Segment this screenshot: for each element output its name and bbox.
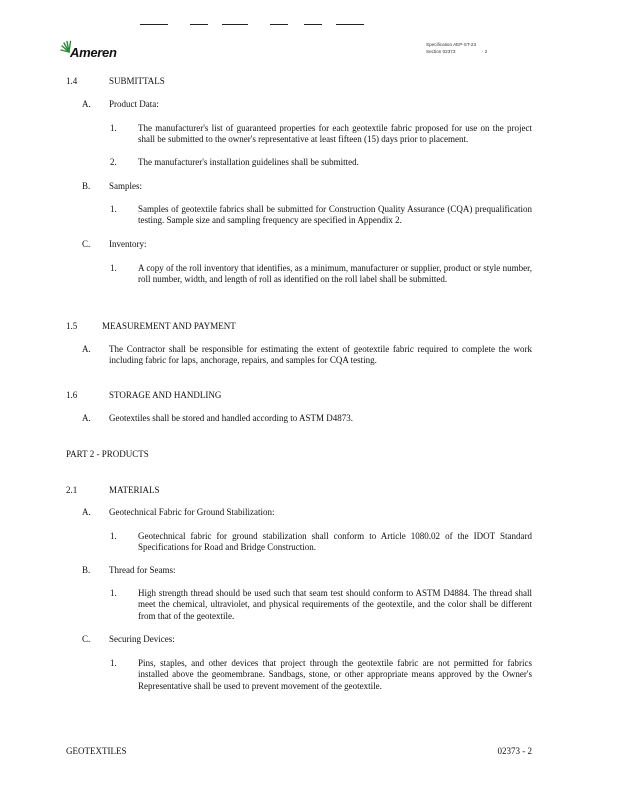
section-number: 1.4 bbox=[66, 76, 78, 86]
subsection-title: Product Data: bbox=[109, 99, 159, 109]
header-page-ref: - 2 bbox=[482, 49, 488, 54]
ameren-logo bbox=[60, 40, 120, 62]
item-text: A copy of the roll inventory that identifies, as a minimum, manufacturer or supplier, product or style number, roll number, width, and length of roll as identified on the roll label shall be submitted. bbox=[138, 263, 532, 285]
section-number: 2.1 bbox=[66, 485, 78, 495]
footer-page-number: 02373 - 2 bbox=[497, 746, 532, 756]
subsection-text: Geotextiles shall be stored and handled according to ASTM D4873. bbox=[109, 413, 353, 423]
section-number: Section 02373 bbox=[426, 49, 456, 54]
subsection-letter: A. bbox=[82, 99, 91, 109]
part-heading: PART 2 - PRODUCTS bbox=[66, 449, 149, 459]
section-number: 1.6 bbox=[66, 390, 78, 400]
item-text: High strength thread should be used such that seam test should conform to ASTM D4884. The thread shall meet the chemical, ultraviolet, and physical requirements of the geotextile, and the color shall be different from that of the geotextile. bbox=[138, 588, 532, 621]
footer-title: GEOTEXTILES bbox=[66, 746, 127, 756]
item-text: Geotechnical fabric for ground stabilization shall conform to Article 1080.02 of the IDOT Standard Specifications for Road and Bridge Construction. bbox=[138, 531, 532, 553]
section-title: MATERIALS bbox=[109, 485, 160, 495]
header-rule-marks bbox=[140, 24, 370, 30]
section-title: SUBMITTALS bbox=[109, 76, 165, 86]
subsection-letter: B. bbox=[82, 181, 91, 191]
subsection-title: Inventory: bbox=[109, 239, 147, 249]
item-number: 1. bbox=[110, 588, 117, 598]
item-number: 1. bbox=[110, 658, 117, 668]
subsection-letter: A. bbox=[82, 413, 91, 423]
item-number: 1. bbox=[110, 123, 117, 133]
subsection-letter: A. bbox=[82, 507, 91, 517]
logo-wordmark: Ameren bbox=[70, 45, 117, 60]
item-text: The manufacturer's installation guidelines shall be submitted. bbox=[138, 157, 359, 167]
subsection-letter: C. bbox=[82, 239, 91, 249]
subsection-letter: B. bbox=[82, 565, 91, 575]
subsection-title: Securing Devices: bbox=[109, 634, 175, 644]
item-text: Pins, staples, and other devices that project through the geotextile fabric are not permitted for fabrics installed above the geomembrane. Sandbags, stone, or other appropriate means approved by the Owner's Representative shall be used to prevent movement of the geotextile. bbox=[138, 658, 532, 691]
section-number: 1.5 bbox=[66, 321, 78, 331]
spec-reference bbox=[426, 41, 488, 55]
item-number: 1. bbox=[110, 263, 117, 273]
item-number: 2. bbox=[110, 157, 117, 167]
item-text: Samples of geotextile fabrics shall be submitted for Construction Quality Assurance (CQA) prequalification testing. Sample size and sampling frequency are specified in Appendix 2. bbox=[138, 204, 532, 226]
section-title: MEASUREMENT AND PAYMENT bbox=[102, 321, 236, 331]
subsection-title: Thread for Seams: bbox=[109, 565, 176, 575]
subsection-title: Samples: bbox=[109, 181, 142, 191]
subsection-letter: C. bbox=[82, 634, 91, 644]
subsection-title: Geotechnical Fabric for Ground Stabilization: bbox=[109, 507, 275, 517]
subsection-letter: A. bbox=[82, 344, 91, 354]
spec-number: Specification AEP-ST-23 bbox=[426, 42, 477, 47]
subsection-text: The Contractor shall be responsible for estimating the extent of geotextile fabric required to complete the work including fabric for laps, anchorage, repairs, and samples for CQA testing. bbox=[109, 344, 532, 366]
section-title: STORAGE AND HANDLING bbox=[109, 390, 222, 400]
item-number: 1. bbox=[110, 204, 117, 214]
item-text: The manufacturer's list of guaranteed properties for each geotextile fabric proposed for use on the project shall be submitted to the owner's representative at least fifteen (15) days prior to placement. bbox=[138, 123, 532, 145]
item-number: 1. bbox=[110, 531, 117, 541]
